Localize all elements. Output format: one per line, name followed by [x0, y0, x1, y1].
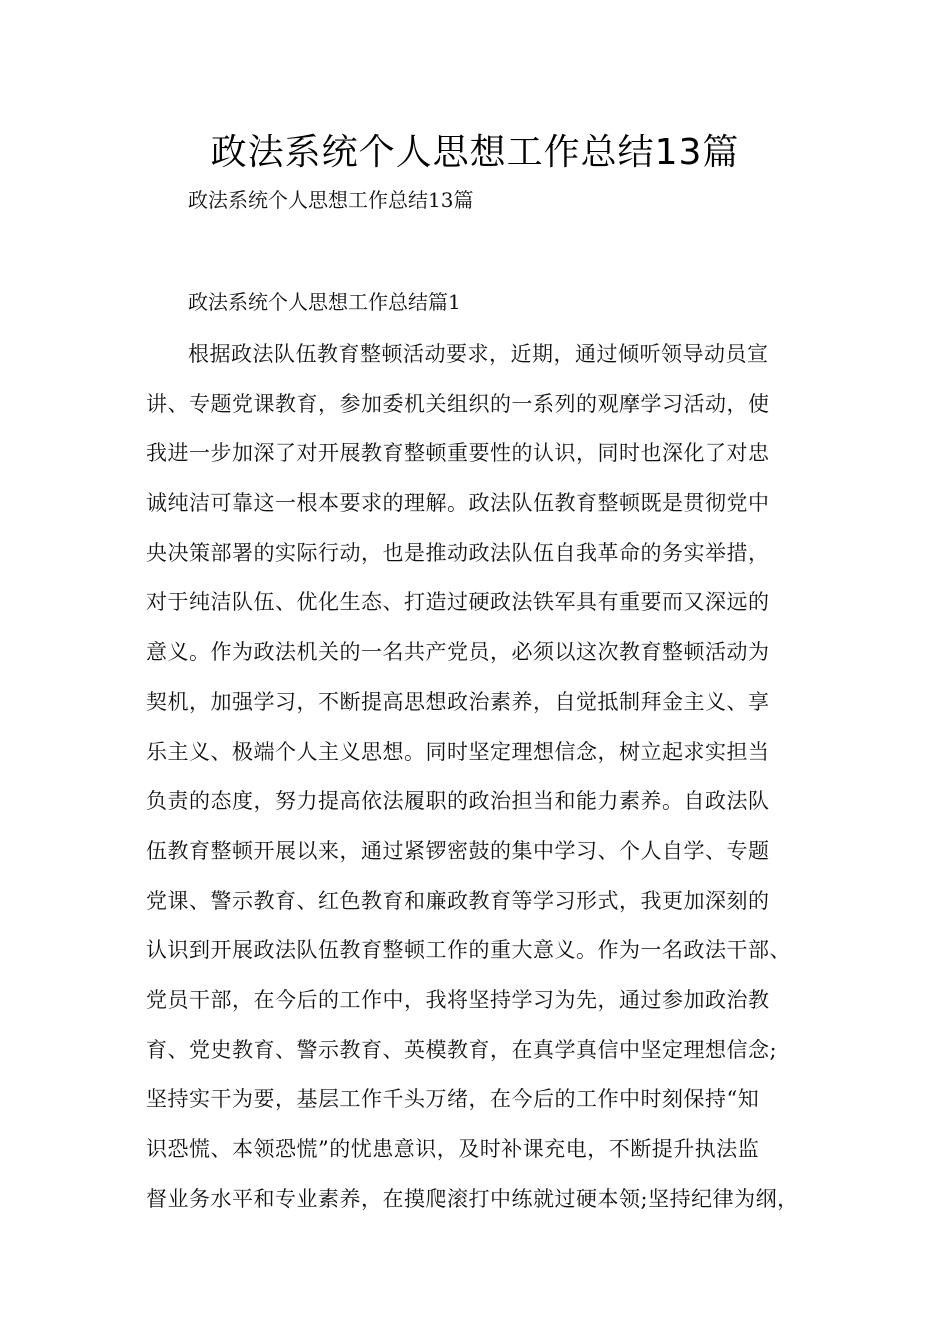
text-line: 党员干部，在今后的工作中，我将坚持学习为先，通过参加政治教 — [146, 987, 770, 1012]
document-title: 政法系统个人思想工作总结13篇 — [210, 132, 740, 173]
text-line: 意义。作为政法机关的一名共产党员，必须以这次教育整顿活动为 — [146, 640, 770, 665]
text-line: 诚纯洁可靠这一根本要求的理解。政法队伍教育整顿既是贯彻党中 — [146, 491, 770, 516]
section-heading: 政法系统个人思想工作总结篇1 — [188, 290, 461, 314]
text-line: 负责的态度，努力提高依法履职的政治担当和能力素养。自政法队 — [146, 789, 770, 814]
text-line: 党课、警示教育、红色教育和廉政教育等学习形式，我更加深刻的 — [146, 888, 770, 913]
body-paragraph — [146, 330, 946, 1224]
text-line: 讲、专题党课教育，参加委机关组织的一系列的观摩学习活动，使 — [146, 391, 770, 416]
text-line: 央决策部署的实际行动，也是推动政法队伍自我革命的务实举措， — [146, 540, 770, 565]
text-line: 认识到开展政法队伍教育整顿工作的重大意义。作为一名政法干部、 — [146, 938, 791, 963]
text-line: 我进一步加深了对开展教育整顿重要性的认识，同时也深化了对忠 — [146, 441, 770, 466]
text-line: 育、党史教育、警示教育、英模教育，在真学真信中坚定理想信念; — [146, 1037, 778, 1062]
text-line: 乐主义、极端个人主义思想。同时坚定理想信念，树立起求实担当 — [146, 739, 770, 764]
text-line: 伍教育整顿开展以来，通过紧锣密鼓的集中学习、个人自学、专题 — [146, 838, 770, 863]
text-line: 识恐慌、本领恐慌”的忧患意识，及时补课充电，不断提升执法监 — [146, 1137, 760, 1161]
text-line: 督业务水平和专业素养，在摸爬滚打中练就过硬本领;坚持纪律为纲， — [146, 1186, 799, 1211]
text-line: 根据政法队伍教育整顿活动要求，近期，通过倾听领导动员宣 — [188, 342, 769, 366]
document-subtitle: 政法系统个人思想工作总结13篇 — [188, 188, 474, 212]
text-line: 坚持实干为要，基层工作千头万绪，在今后的工作中时刻保持“知 — [146, 1087, 760, 1112]
text-line: 契机，加强学习，不断提高思想政治素养，自觉抵制拜金主义、享 — [146, 689, 770, 714]
text-line: 对于纯洁队伍、优化生态、打造过硬政法铁军具有重要而又深远的 — [146, 590, 770, 615]
